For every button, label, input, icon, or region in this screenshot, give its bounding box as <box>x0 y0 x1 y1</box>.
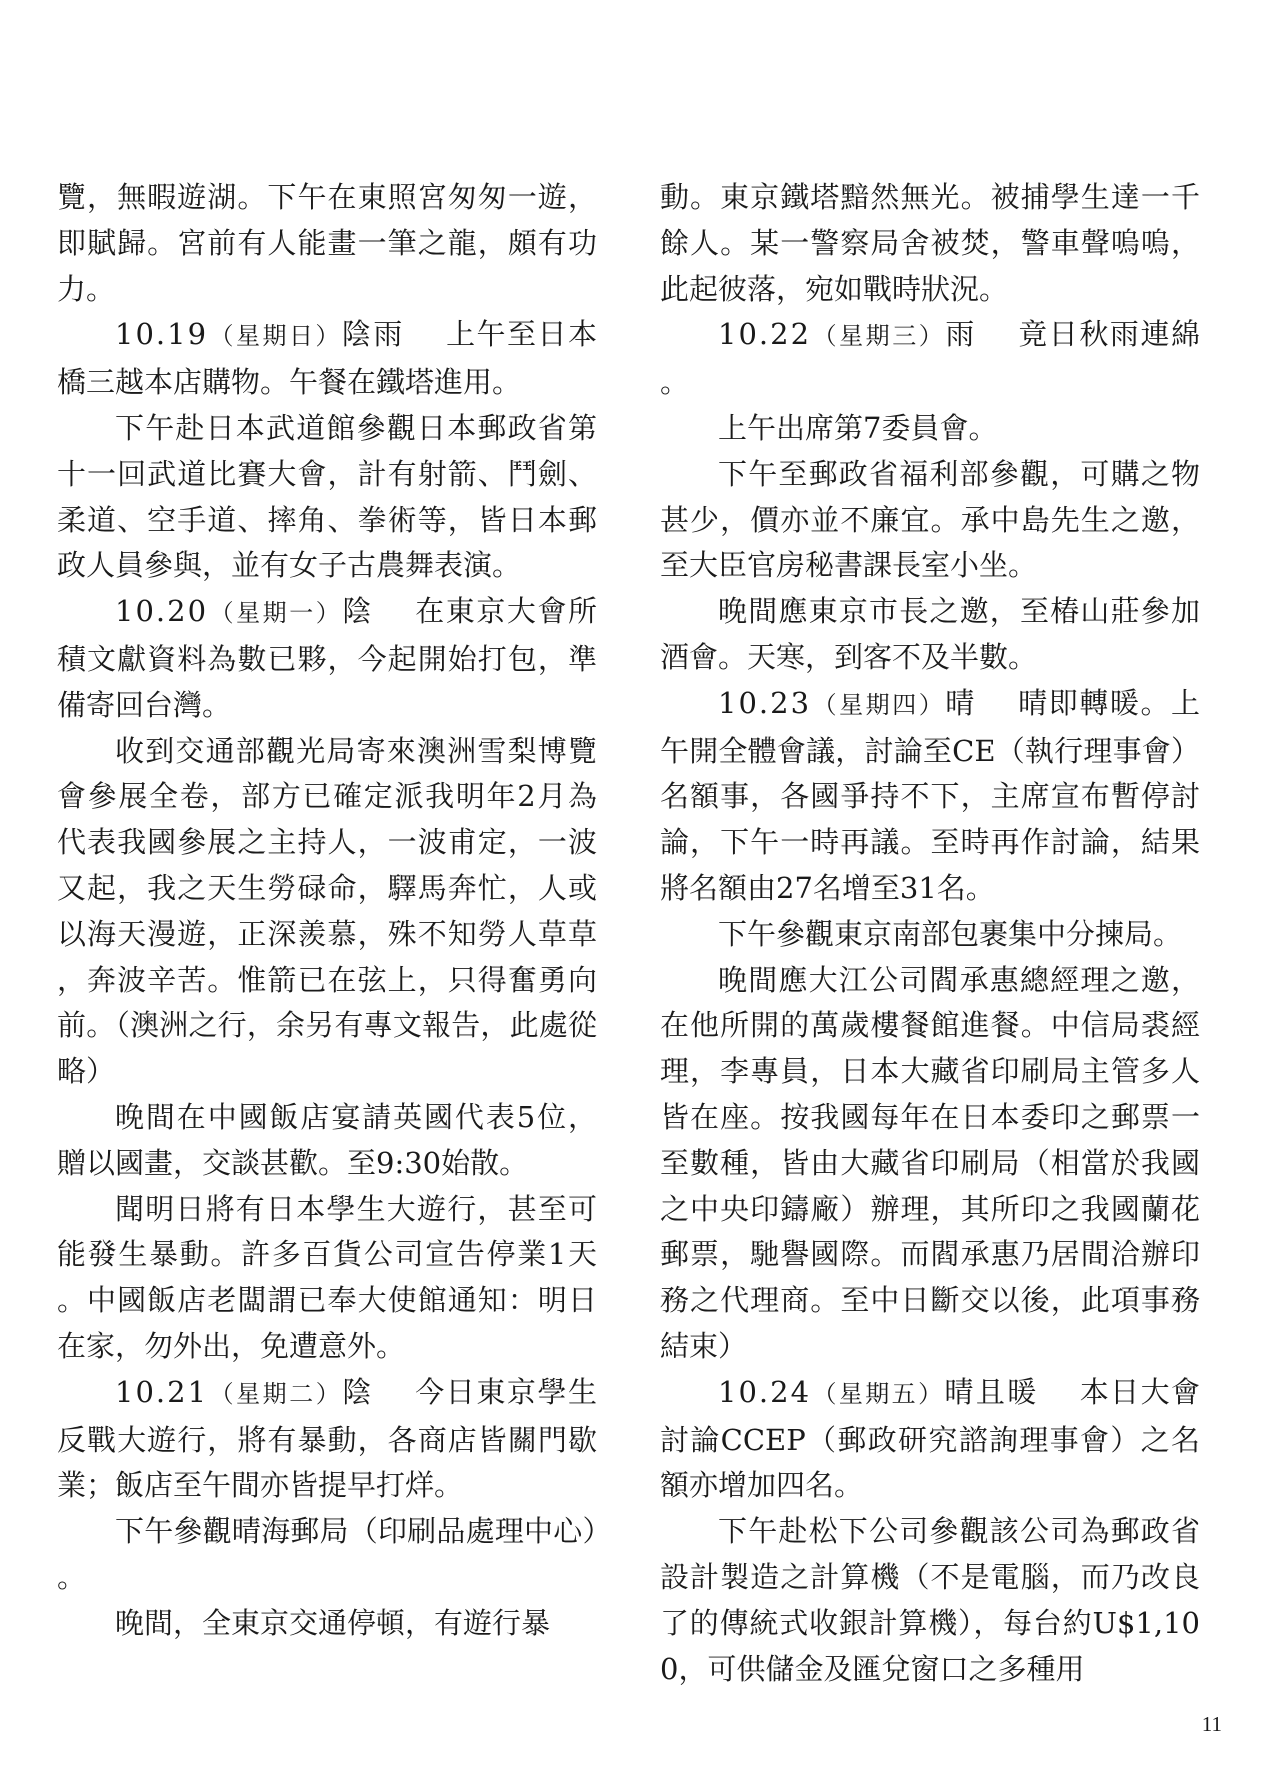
entry-weekday: （星期三） <box>811 322 946 351</box>
entry-weather: 陰雨 <box>341 317 405 352</box>
entry-date: 10.23 <box>718 685 812 720</box>
diary-entry-paragraph <box>660 1370 1200 1509</box>
paragraph <box>57 1601 597 1647</box>
right-column <box>660 175 1200 1692</box>
entry-weekday: （星期一） <box>208 599 343 628</box>
paragraph-text: 下午至郵政省福利部參觀，可購之物甚少，價亦並不廉宜。承中島先生之邀，至大臣官房秘書課長室小坐。 <box>660 456 1200 583</box>
diary-entry-paragraph <box>57 589 597 728</box>
entry-weather: 晴 <box>945 685 977 720</box>
paragraph <box>660 452 1200 589</box>
entry-weather: 雨 <box>945 317 977 352</box>
paragraph <box>57 1187 597 1370</box>
paragraph-text: 竟日秋雨連綿。 <box>660 317 1200 400</box>
entry-weekday: （星期四） <box>811 690 946 719</box>
paragraph <box>57 1095 597 1187</box>
paragraph-text: 今日東京學生反戰大遊行，將有暴動，各商店皆關門歇業；飯店至午間亦皆提早打烊。 <box>57 1374 597 1503</box>
entry-weather: 陰 <box>342 594 374 629</box>
paragraph-text: 上午至日本橋三越本店購物。午餐在鐵塔進用。 <box>57 317 597 400</box>
paragraph <box>660 406 1200 452</box>
paragraph <box>660 958 1200 1370</box>
entry-date: 10.24 <box>718 1374 812 1409</box>
paragraph-text: 本日大會討論CCEP（郵政研究諮詢理事會）之名額亦增加四名。 <box>660 1374 1200 1503</box>
continued-paragraph <box>660 175 1200 312</box>
paragraph <box>57 1509 597 1601</box>
paragraph-text: 晚間，全東京交通停頓，有遊行暴 <box>115 1605 551 1640</box>
page-number: 11 <box>1201 1712 1222 1736</box>
paragraph-text: 聞明日將有日本學生大遊行，甚至可能發生暴動。許多百貨公司宣告停業1天。中國飯店老闆謂已奉大使館通知：明日在家，勿外出，免遭意外。 <box>57 1191 597 1363</box>
entry-weekday: （星期二） <box>208 1379 343 1408</box>
paragraph-text: 覽，無暇遊湖。下午在東照宮匆匆一遊，即賦歸。宮前有人能畫一筆之龍，頗有功力。 <box>57 180 597 306</box>
paragraph-text: 下午參觀東京南部包裹集中分揀局。 <box>718 916 1183 951</box>
entry-weekday: （星期五） <box>811 1379 945 1408</box>
paragraph-text: 下午參觀晴海郵局（印刷品處理中心）。 <box>57 1514 597 1594</box>
paragraph-text: 晚間在中國飯店宴請英國代表5位，贈以國畫，交談甚歡。至9:30始散。 <box>57 1099 597 1180</box>
diary-entry-paragraph <box>57 312 597 406</box>
entry-weather: 陰 <box>342 1374 374 1409</box>
entry-weekday: （星期日） <box>208 322 342 351</box>
paragraph-text: 下午赴日本武道館參觀日本郵政省第十一回武道比賽大會，計有射箭、鬥劍、柔道、空手道、摔角、拳術等，皆日本郵政人員參與，並有女子古農舞表演。 <box>57 410 597 583</box>
paragraph-text: 收到交通部觀光局寄來澳洲雪梨博覽會參展全卷，部方已確定派我明年2月為代表我國參展之主持人，一波甫定，一波又起，我之天生勞碌命，驛馬奔忙，人或以海天漫遊，正深羨慕，殊不知勞人草草，奔波辛苦。惟箭已在弦上，只得奮勇向前。（澳洲之行，余另有專文報告，此處從略） <box>57 733 597 1089</box>
entry-date: 10.21 <box>115 1374 209 1409</box>
paragraph <box>57 406 597 589</box>
paragraph-text: 上午出席第7委員會。 <box>718 410 998 445</box>
entry-date: 10.19 <box>115 317 209 352</box>
paragraph <box>57 729 597 1095</box>
paragraph <box>660 1509 1200 1692</box>
entry-weather: 晴且暖 <box>944 1374 1039 1409</box>
paragraph-text: 晚間應東京市長之邀，至椿山莊參加酒會。天寒，到客不及半數。 <box>660 594 1200 674</box>
paragraph <box>660 912 1200 958</box>
paragraph-text: 下午赴松下公司參觀該公司為郵政省設計製造之計算機（不是電腦，而乃改良了的傳統式收銀計算機），每台約U$1,100，可供儲金及匯兌窗口之多種用 <box>660 1514 1200 1686</box>
diary-entry-paragraph <box>660 312 1200 406</box>
paragraph-text: 動。東京鐵塔黯然無光。被捕學生達一千餘人。某一警察局舍被焚，警車聲嗚嗚，此起彼落，宛如戰時狀況。 <box>660 180 1200 306</box>
paragraph <box>660 589 1200 681</box>
entry-date: 10.22 <box>718 317 812 352</box>
left-column <box>57 175 597 1647</box>
diary-entry-paragraph <box>660 681 1200 912</box>
continued-paragraph <box>57 175 597 312</box>
diary-entry-paragraph <box>57 1370 597 1509</box>
entry-date: 10.20 <box>115 594 209 629</box>
paragraph-text: 晴即轉暖。上午開全體會議，討論至CE（執行理事會）名額事，各國爭持不下，主席宣布暫停討論，下午一時再議。至時再作討論，結果將名額由27名增至31名。 <box>660 685 1200 905</box>
paragraph-text: 在東京大會所積文獻資料為數已夥，今起開始打包，準備寄回台灣。 <box>57 594 597 722</box>
paragraph-text: 晚間應大江公司閻承惠總經理之邀，在他所開的萬歲樓餐館進餐。中信局裘經理，李專員，日本大藏省印刷局主管多人皆在座。按我國每年在日本委印之郵票一至數種，皆由大藏省印刷局（相當於我國之中央印鑄廠）辦理，其所印之我國蘭花郵票，馳譽國際。而閻承惠乃居間洽辦印務之代理商。至中日斷交以後，此項事務結束） <box>660 962 1200 1363</box>
